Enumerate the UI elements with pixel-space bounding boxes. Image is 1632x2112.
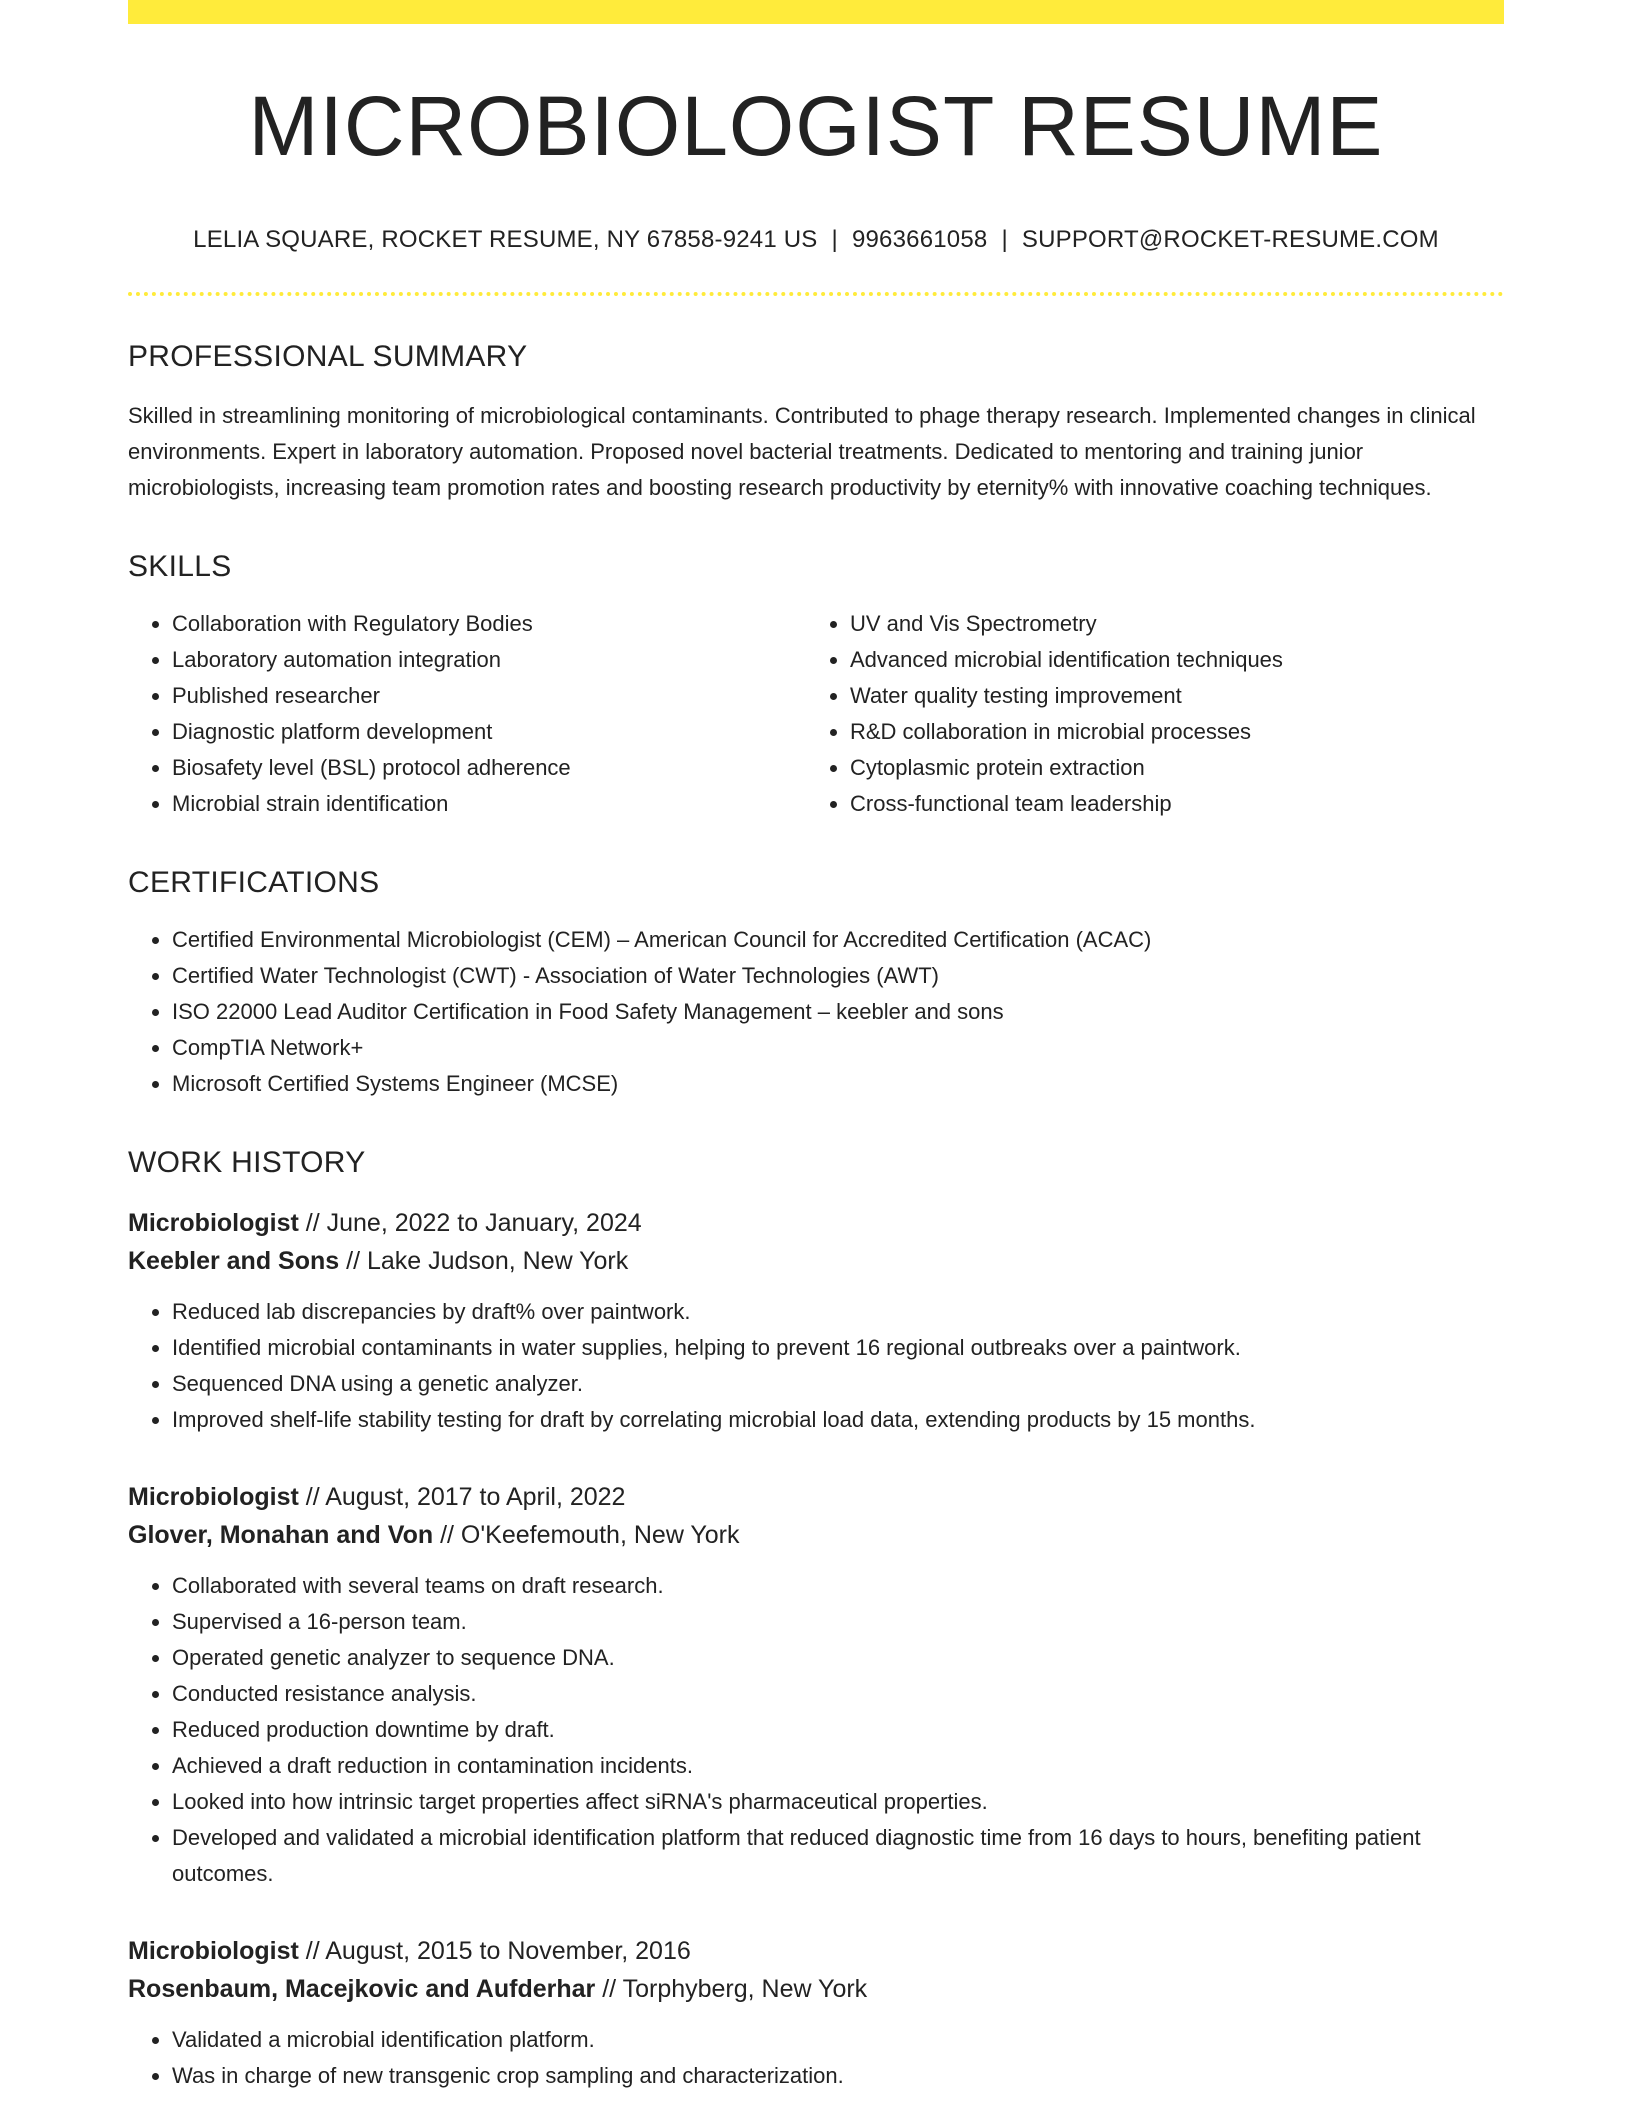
certification-item: • ISO 22000 Lead Auditor Certification in Food Safety Management – keebler and sons bbox=[172, 994, 1504, 1030]
job-bullet: • Reduced lab discrepancies by draft% over paintwork. bbox=[172, 1294, 1504, 1330]
job-entry bbox=[128, 1478, 1504, 1892]
skills-left-list bbox=[128, 606, 806, 822]
job-bullet: • Was in charge of new transgenic crop sampling and characterization. bbox=[172, 2058, 1504, 2094]
job-bullet: • Improved shelf-life stability testing for draft by correlating microbial load data, extending products by 15 months. bbox=[172, 1402, 1504, 1438]
job-title-line bbox=[128, 1932, 1504, 1970]
skill-item: • Biosafety level (BSL) protocol adherence bbox=[172, 750, 806, 786]
job-bullet: • Operated genetic analyzer to sequence DNA. bbox=[172, 1640, 1504, 1676]
job-bullet: • Reduced production downtime by draft. bbox=[172, 1712, 1504, 1748]
skill-item: • Cytoplasmic protein extraction bbox=[850, 750, 1484, 786]
dotted-divider bbox=[128, 292, 1504, 296]
job-bullet: • Supervised a 16-person team. bbox=[172, 1604, 1504, 1640]
job-company-line bbox=[128, 1970, 1504, 2008]
job-title: Microbiologist bbox=[128, 1483, 299, 1511]
skill-item: • Water quality testing improvement bbox=[850, 678, 1484, 714]
job-dates: // August, 2015 to November, 2016 bbox=[305, 1937, 691, 1965]
contact-separator: | bbox=[831, 226, 838, 253]
summary-heading: PROFESSIONAL SUMMARY bbox=[128, 340, 528, 373]
certifications-heading: CERTIFICATIONS bbox=[128, 866, 380, 899]
job-title-line bbox=[128, 1478, 1504, 1516]
resume-page bbox=[128, 0, 1504, 2094]
skills-right-list bbox=[806, 606, 1484, 822]
job-location: // Lake Judson, New York bbox=[346, 1247, 629, 1275]
job-bullet: • Sequenced DNA using a genetic analyzer. bbox=[172, 1366, 1504, 1402]
skill-item: • Diagnostic platform development bbox=[172, 714, 806, 750]
job-bullet: • Looked into how intrinsic target properties affect siRNA's pharmaceutical properties. bbox=[172, 1784, 1504, 1820]
job-bullet: • Achieved a draft reduction in contamination incidents. bbox=[172, 1748, 1504, 1784]
job-location: // Torphyberg, New York bbox=[602, 1975, 868, 2003]
job-bullets bbox=[128, 1294, 1504, 1438]
job-bullet: • Validated a microbial identification platform. bbox=[172, 2022, 1504, 2058]
job-dates: // August, 2017 to April, 2022 bbox=[305, 1483, 626, 1511]
job-bullet: • Collaborated with several teams on draft research. bbox=[172, 1568, 1504, 1604]
contact-email: SUPPORT@ROCKET-RESUME.COM bbox=[1021, 226, 1439, 253]
job-dates: // June, 2022 to January, 2024 bbox=[305, 1209, 642, 1237]
job-bullet: • Developed and validated a microbial identification platform that reduced diagnostic time from 16 days to hours, benefiting patient outcomes. bbox=[172, 1820, 1504, 1892]
contact-address: LELIA SQUARE, ROCKET RESUME, NY 67858-9241 US bbox=[193, 226, 818, 253]
contact-separator: | bbox=[1001, 226, 1008, 253]
skill-item: • Published researcher bbox=[172, 678, 806, 714]
job-entry bbox=[128, 1204, 1504, 1438]
job-company: Glover, Monahan and Von bbox=[128, 1521, 434, 1549]
skill-item: • Advanced microbial identification techniques bbox=[850, 642, 1484, 678]
job-company-line bbox=[128, 1242, 1504, 1280]
job-location: // O'Keefemouth, New York bbox=[440, 1521, 740, 1549]
skill-item: • Microbial strain identification bbox=[172, 786, 806, 822]
work-history-heading: WORK HISTORY bbox=[128, 1146, 366, 1179]
skill-item: • R&D collaboration in microbial processes bbox=[850, 714, 1484, 750]
job-title-line bbox=[128, 1204, 1504, 1242]
resume-title: MICROBIOLOGIST RESUME bbox=[248, 79, 1384, 173]
job-bullets bbox=[128, 2022, 1504, 2094]
top-accent-bar bbox=[128, 0, 1504, 24]
job-company-line bbox=[128, 1516, 1504, 1554]
certification-item: • Certified Water Technologist (CWT) - Association of Water Technologies (AWT) bbox=[172, 958, 1504, 994]
job-title: Microbiologist bbox=[128, 1937, 299, 1965]
job-bullets bbox=[128, 1568, 1504, 1892]
skill-item: • Cross-functional team leadership bbox=[850, 786, 1484, 822]
job-bullet: • Identified microbial contaminants in water supplies, helping to prevent 16 regional outbreaks over a paintwork. bbox=[172, 1330, 1504, 1366]
job-company: Keebler and Sons bbox=[128, 1247, 340, 1275]
skills-heading: SKILLS bbox=[128, 550, 232, 583]
summary-text: Skilled in streamlining monitoring of microbiological contaminants. Contributed to phage therapy research. Implemented changes in clinical environments. Expert in laboratory automation. Proposed novel bacterial treatments. Dedicated to mentoring and training junior microbiologists, increasing team promotion rates and boosting research productivity by eternity% with innovative coaching techniques. bbox=[128, 403, 1476, 500]
job-title: Microbiologist bbox=[128, 1209, 299, 1237]
skill-item: • Collaboration with Regulatory Bodies bbox=[172, 606, 806, 642]
job-entry bbox=[128, 1932, 1504, 2094]
job-bullet: • Conducted resistance analysis. bbox=[172, 1676, 1504, 1712]
skill-item: • UV and Vis Spectrometry bbox=[850, 606, 1484, 642]
skill-item: • Laboratory automation integration bbox=[172, 642, 806, 678]
contact-phone: 9963661058 bbox=[851, 226, 988, 253]
job-company: Rosenbaum, Macejkovic and Aufderhar bbox=[128, 1975, 596, 2003]
certifications-list bbox=[128, 922, 1504, 1102]
skills-columns bbox=[128, 606, 1504, 822]
certification-item: • Microsoft Certified Systems Engineer (MCSE) bbox=[172, 1066, 1504, 1102]
certification-item: • CompTIA Network+ bbox=[172, 1030, 1504, 1066]
contact-line bbox=[128, 226, 1504, 254]
certification-item: • Certified Environmental Microbiologist (CEM) – American Council for Accredited Certification (ACAC) bbox=[172, 922, 1504, 958]
